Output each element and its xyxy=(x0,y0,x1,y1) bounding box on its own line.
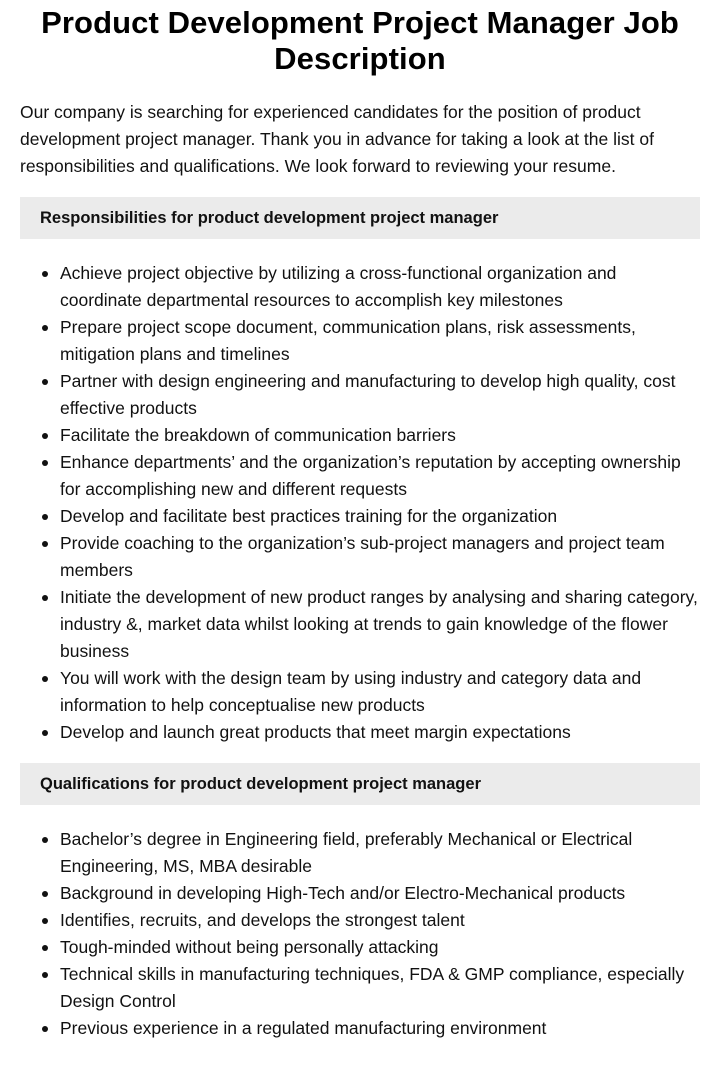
list-item: Background in developing High-Tech and/or Electro-Mechanical products xyxy=(60,880,700,907)
list-item: Initiate the development of new product ranges by analysing and sharing category, industry &, market data whilst looking at trends to gain knowledge of the flower business xyxy=(60,584,700,665)
page-title: Product Development Project Manager Job Description xyxy=(41,5,679,76)
responsibilities-header xyxy=(20,197,700,239)
list-item: You will work with the design team by using industry and category data and information to help conceptualise new products xyxy=(60,665,700,719)
list-item: Provide coaching to the organization’s sub-project managers and project team members xyxy=(60,530,700,584)
responsibilities-heading: Responsibilities for product development project manager xyxy=(40,208,499,227)
list-item: Identifies, recruits, and develops the strongest talent xyxy=(60,907,700,934)
list-item: Develop and facilitate best practices training for the organization xyxy=(60,503,700,530)
list-item: Tough-minded without being personally attacking xyxy=(60,934,700,961)
list-item: Facilitate the breakdown of communication barriers xyxy=(60,422,700,449)
list-item: Technical skills in manufacturing techniques, FDA & GMP compliance, especially Design Control xyxy=(60,961,700,1015)
intro-paragraph: Our company is searching for experienced candidates for the position of product development project manager. Thank you in advance for taking a look at the list of responsibilities and qualifications. We look forward to reviewing your resume. xyxy=(20,102,654,176)
qualifications-heading: Qualifications for product development project manager xyxy=(40,774,481,793)
qualifications-header xyxy=(20,763,700,805)
list-item: Enhance departments’ and the organization’s reputation by accepting ownership for accomplishing new and different requests xyxy=(60,449,700,503)
list-item: Achieve project objective by utilizing a cross-functional organization and coordinate departmental resources to accomplish key milestones xyxy=(60,260,700,314)
list-item: Previous experience in a regulated manufacturing environment xyxy=(60,1015,700,1042)
qualifications-list xyxy=(20,826,700,1042)
list-item: Partner with design engineering and manufacturing to develop high quality, cost effective products xyxy=(60,368,700,422)
list-item: Bachelor’s degree in Engineering field, preferably Mechanical or Electrical Engineering, MS, MBA desirable xyxy=(60,826,700,880)
list-item: Develop and launch great products that meet margin expectations xyxy=(60,719,700,746)
list-item: Prepare project scope document, communication plans, risk assessments, mitigation plans and timelines xyxy=(60,314,700,368)
responsibilities-list xyxy=(20,260,700,746)
